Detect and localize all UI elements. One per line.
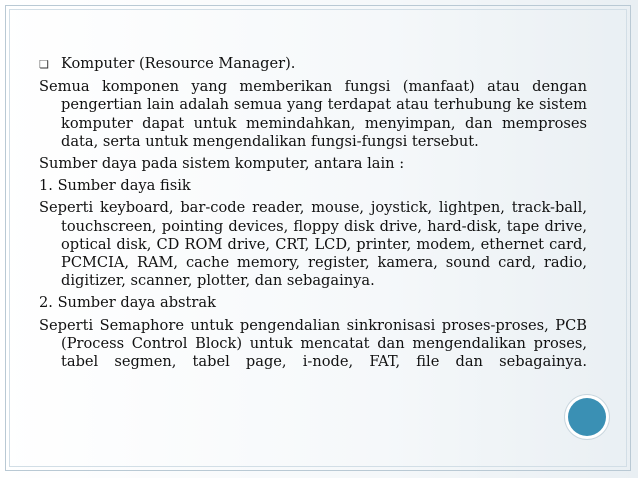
intro-text: Sumber daya pada sistem komputer, antara lain : (39, 155, 405, 173)
square-bullet-icon: ❏ (39, 58, 49, 71)
section1-body: Seperti keyboard, bar-code reader, mouse, joystick, lightpen, track-ball, touchscreen, pointing devices, floppy disk drive, hard-disk, tape drive, optical disk, CD ROM drive, CRT, LCD, printer, modem, ethernet card, PCMCIA, RAM, cache memory, register, kamera, sound card, radio, digitizer, scanner, plotter, dan sebagainya. (39, 199, 587, 290)
section1-title: 1. Sumber daya fisik (39, 177, 191, 195)
section2-title: 2. Sumber daya abstrak (39, 294, 216, 312)
slide-content (39, 55, 587, 371)
definition-paragraph: Semua komponen yang memberikan fungsi (manfaat) atau dengan pengertian lain adalah semua yang terdapat atau terhubung ke sistem komputer dapat untuk memindahkan, menyimpan, dan memproses data, serta untuk mengendalikan fungsi-fungsi tersebut. (39, 78, 587, 150)
heading-line (39, 55, 587, 74)
section2-body: Seperti Semaphore untuk pengendalian sinkronisasi proses-proses, PCB (Process Control Block) untuk mencatat dan mengendalikan proses, tabel segmen, tabel page, i-node, FAT, file dan sebagainya. (39, 316, 587, 371)
circle-decoration (568, 398, 606, 436)
slide-heading: Komputer (Resource Manager). (61, 55, 296, 72)
